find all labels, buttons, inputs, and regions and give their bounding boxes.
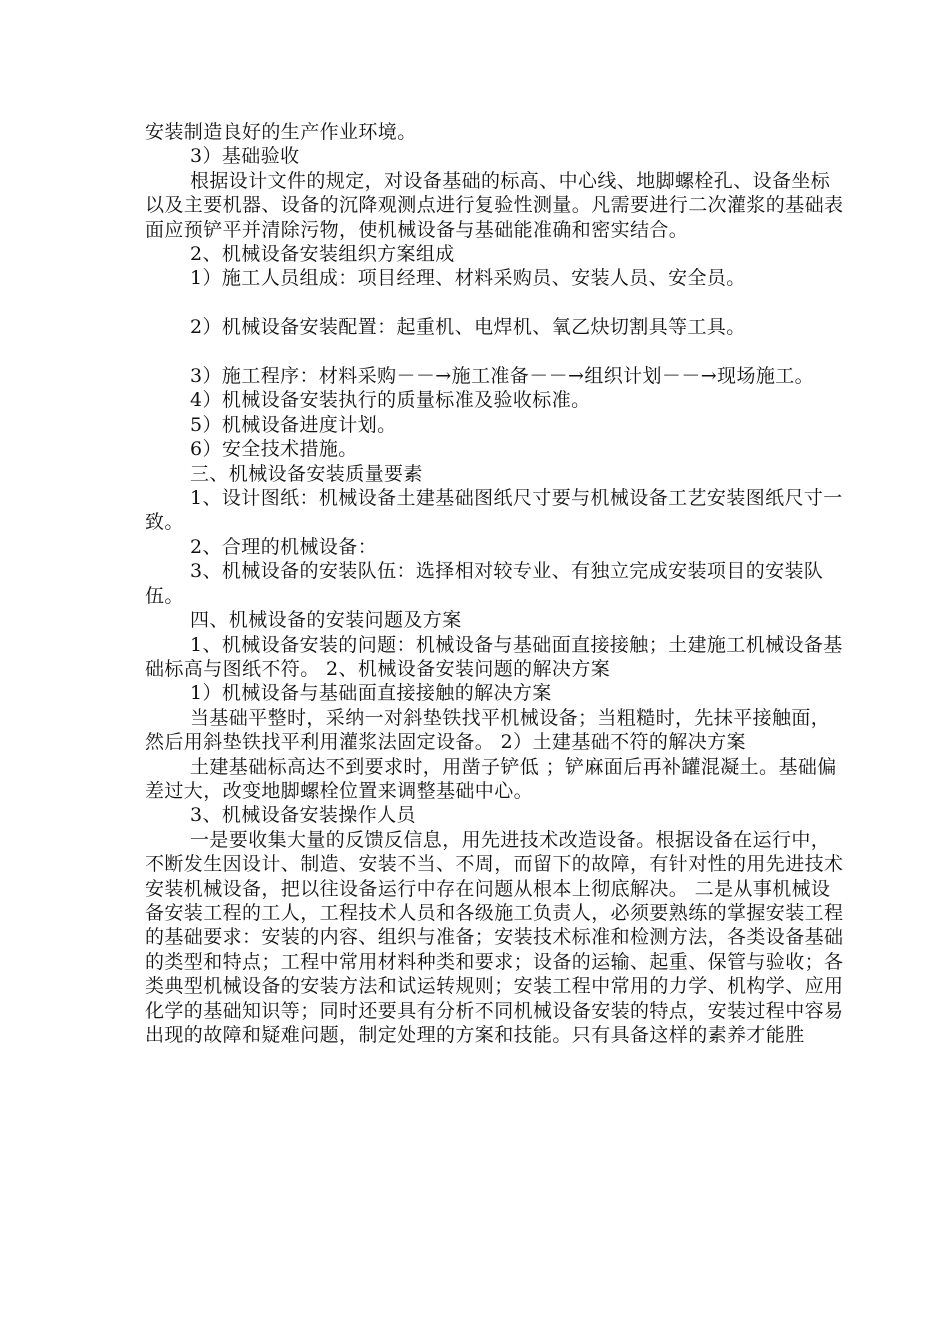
- body-text: [145, 120, 845, 1047]
- list-item-quality-standard: 4）机械设备安装执行的质量标准及验收标准。: [190, 389, 591, 412]
- subheading-foundation-acceptance: 3）基础验收: [190, 145, 300, 168]
- paragraph-reasonable-equipment: 2、合理的机械设备：: [190, 535, 378, 558]
- list-item-safety: 6）安全技术措施。: [190, 438, 358, 461]
- list-item-schedule: 5）机械设备进度计划。: [190, 413, 397, 436]
- paragraph-continuation: 安装制造良好的生产作业环境。: [145, 121, 417, 143]
- heading-operators: 3、机械设备安装操作人员: [190, 804, 416, 827]
- list-item-equipment-config: 2）机械设备安装配置：起重机、电焊机、氧乙炔切割具等工具。: [190, 316, 746, 339]
- heading-problems-solutions: 四、机械设备的安装问题及方案: [190, 609, 462, 632]
- list-item-personnel: 1）施工人员组成：项目经理、材料采购员、安装人员、安全员。: [190, 267, 746, 290]
- list-item-procedure: 3）施工程序：材料采购－－→施工准备－－→组织计划－－→现场施工。: [190, 365, 815, 388]
- heading-quality-factors: 三、机械设备安装质量要素: [190, 462, 423, 485]
- paragraph-problems: 1、机械设备安装的问题：机械设备与基础面直接接触；土建施工机械设备基础标高与图纸不符。 2、机械设备安装问题的解决方案: [145, 633, 843, 680]
- paragraph-installation-team: 3、机械设备的安装队伍：选择相对较专业、有独立完成安装项目的安装队伍。: [145, 560, 824, 607]
- paragraph-operators: 一是要收集大量的反馈反信息，用先进技术改造设备。根据设备在运行中，不断发生因设计、制造、安装不当、不周，而留下的故障，有针对性的用先进技术安装机械设备，把以往设备运行中存在问题从根本上彻底解决。 二是从事机械设备安装工程的工人，工程技术人员和各级施工负责人，必须要熟练的掌握安装工程的基础要求：安装的内容、组织与准备；安装技术标准和检测方法，各类设备基础的类型和特点；工程中常用材料种类和要求；设备的运输、起重、保管与验收；各类典型机械设备的安装方法和试运转规则；安装工程中常用的力学、机构学、应用化学的基础知识等；同时还要具有分析不同机械设备安装的特点，安装过程中容易出现的故障和疑难问题，制定处理的方案和技能。只有具备这样的素养才能胜: [145, 828, 844, 1046]
- paragraph-foundation-acceptance: 根据设计文件的规定，对设备基础的标高、中心线、地脚螺栓孔、设备坐标以及主要机器、设备的沉降观测点进行复验性测量。凡需要进行二次灌浆的基础表面应预铲平并清除污物，使机械设备与基础能准确和密实结合。: [145, 169, 844, 241]
- subheading-direct-contact-solution: 1）机械设备与基础面直接接触的解决方案: [190, 682, 552, 705]
- paragraph-design-drawings: 1、设计图纸：机械设备土建基础图纸尺寸要与机械设备工艺安装图纸尺寸一致。: [145, 487, 843, 534]
- paragraph-foundation-mismatch-solution: 土建基础标高达不到要求时，用凿子铲低 ；铲麻面后再补罐混凝土。基础偏差过大，改变地脚螺栓位置来调整基础中心。: [145, 755, 837, 802]
- paragraph-direct-contact-solution: 当基础平整时，采纳一对斜垫铁找平机械设备；当粗糙时，先抹平接触面，然后用斜垫铁找平利用灌浆法固定设备。 2）土建基础不符的解决方案: [145, 706, 831, 754]
- heading-organization-plan: 2、机械设备安装组织方案组成: [190, 243, 455, 266]
